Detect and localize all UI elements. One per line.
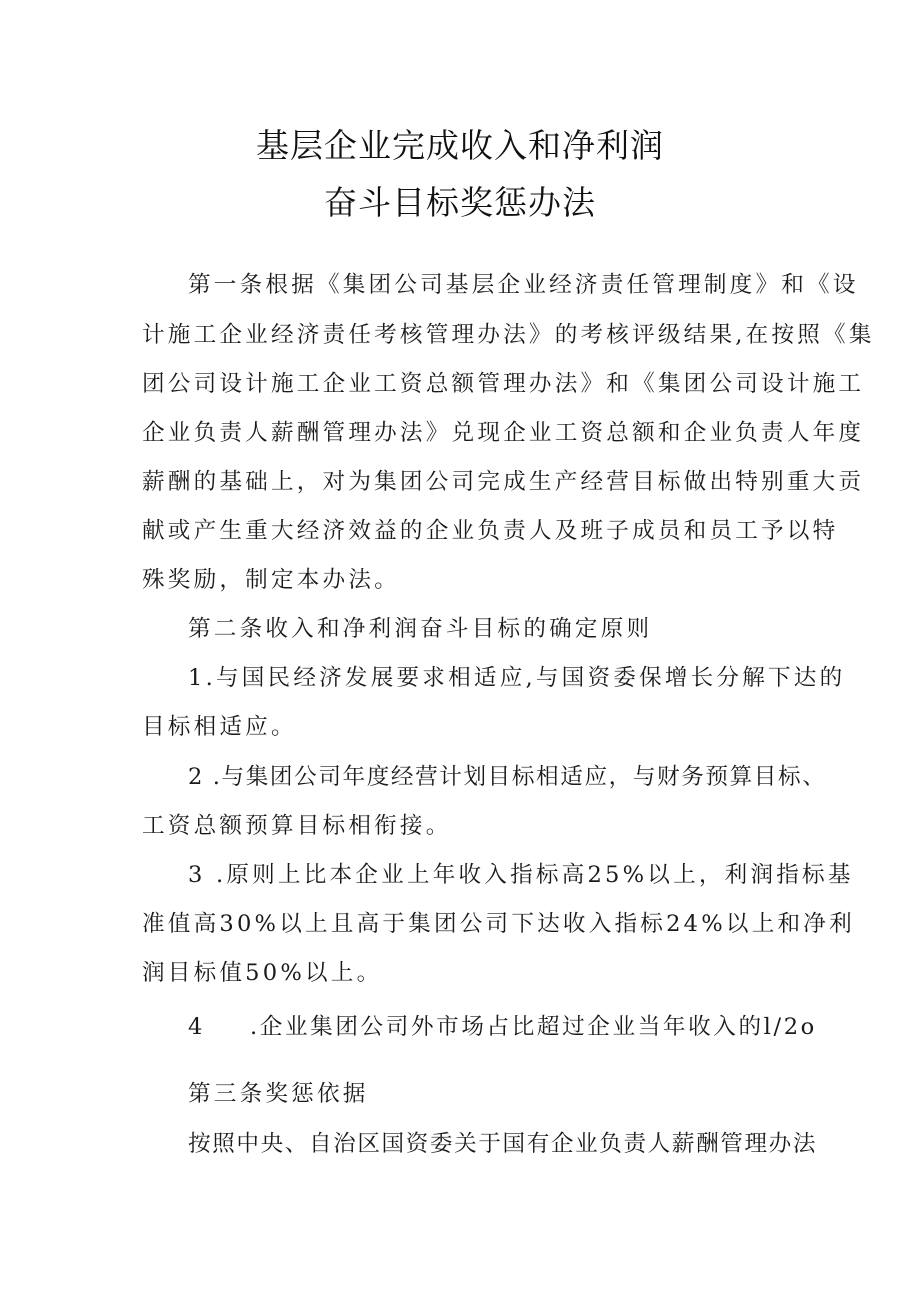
article2-item4-text: .企业集团公司外市场占比超过企业当年收入的l/2o	[250, 1014, 817, 1040]
article2-item2-line-2: 工资总额预算目标相衔接。	[142, 813, 452, 839]
article2-heading: 第二条收入和净利润奋斗目标的确定原则	[188, 616, 653, 642]
article3-heading: 第三条奖惩依据	[188, 1081, 369, 1107]
article2-item3-line-2: 准值高30%以上且高于集团公司下达收入指标24%以上和净利	[142, 911, 855, 937]
article1-line-2: 计施工企业经济责任考核管理办法》的考核评级结果,在按照《集	[142, 322, 875, 348]
document-title-line-2: 奋斗目标奖惩办法	[324, 183, 596, 222]
article1-line-1: 第一条根据《集团公司基层企业经济责任管理制度》和《设	[188, 272, 859, 298]
document-title-line-1: 基层企业完成收入和净利润	[256, 126, 664, 165]
article2-item3-line-1: 3 .原则上比本企业上年收入指标高25%以上，利润指标基	[188, 862, 854, 888]
article1-line-6: 献或产生重大经济效益的企业负责人及班子成员和员工予以特	[142, 518, 839, 544]
article1-line-5: 薪酬的基础上，对为集团公司完成生产经营目标做出特别重大贡	[142, 469, 865, 495]
article2-item2-line-1: 2 .与集团公司年度经营计划目标相适应，与财务预算目标、	[188, 764, 827, 790]
article1-line-3: 团公司设计施工企业工资总额管理办法》和《集团公司设计施工	[142, 371, 865, 397]
article3-line-1: 按照中央、自治区国资委关于国有企业负责人薪酬管理办法	[188, 1131, 818, 1157]
article2-item3-line-3: 润目标值50%以上。	[142, 960, 383, 986]
article2-item4-number: 4	[188, 1014, 203, 1040]
article1-line-4: 企业负责人薪酬管理办法》兑现企业工资总额和企业负责人年度	[142, 420, 865, 446]
article1-line-7: 殊奖励，制定本办法。	[142, 567, 400, 593]
article2-item1-line-1: 1.与国民经济发展要求相适应,与国资委保增长分解下达的	[188, 665, 846, 691]
article2-item1-line-2: 目标相适应。	[142, 714, 297, 740]
